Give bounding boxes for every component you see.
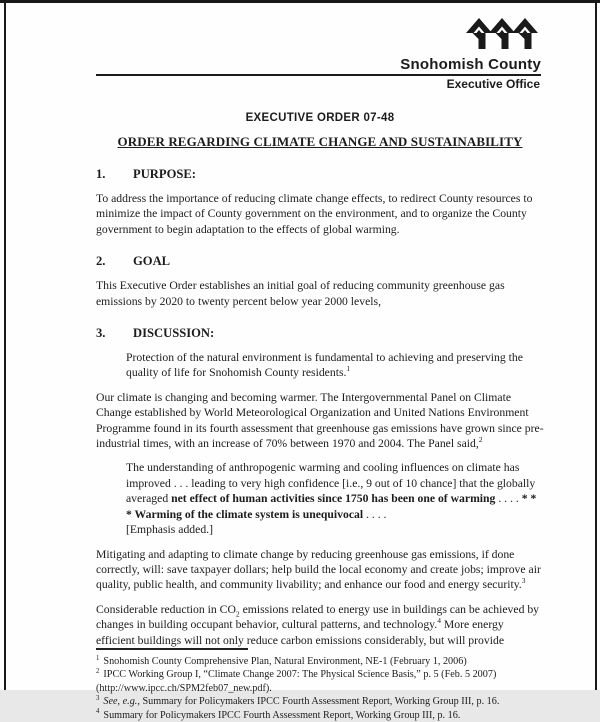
paragraph-text: Protection of the natural environment is fundamental to achieving and preserving the quality of life for Snohomish County residents. <box>126 351 523 380</box>
paragraph-text: Considerable reduction in CO <box>96 602 236 616</box>
paragraph-text: Mitigating and adapting to climate change by reducing greenhouse gas emissions, if done correctly, will: save taxpayer dollars; help build the local economy and create jobs; improve air quality, public health, and community livability; and enhance our food and energy security. <box>96 547 541 592</box>
paragraph-text: More energy efficient buildings will not only reduce carbon emissions considerably, but will provide <box>96 618 505 647</box>
co2-subscript: 2 <box>235 609 240 619</box>
county-name: Snohomish County <box>400 56 541 73</box>
goal-paragraph: This Executive Order establishes an initial goal of reducing community greenhouse gas emissions by 2020 to twenty percent below year 2000 levels, <box>96 279 505 308</box>
quote-bold-text: net effect of human activities since 1750 has been one of warming <box>171 492 496 506</box>
footnote-ref-1: 1 <box>346 364 351 374</box>
quote-bold-text: * * * Warming of the climate system is unequivocal <box>126 492 537 521</box>
section-heading-discussion <box>96 326 544 341</box>
footnote-text: Summary for Policymakers IPCC Fourth Assessment Report, Working Group III, p. 16. <box>103 709 461 721</box>
footnote-url-text: (http://www.ipcc.ch/SPM2feb07_new.pdf). <box>96 682 272 694</box>
document-body <box>96 91 544 648</box>
quote-text: The understanding of anthropogenic warming and cooling influences on climate has improved . . . leading to very high confidence [i.e., 9 out of 10 chance] that the globally averaged <box>126 461 536 506</box>
section-number: 2. <box>96 254 106 269</box>
footnote-text: Snohomish County Comprehensive Plan, Natural Environment, NE-1 (February 1, 2006) <box>103 655 467 667</box>
footnote-3 <box>96 695 544 708</box>
footnote-4 <box>96 709 544 722</box>
letterhead-rule <box>96 74 541 76</box>
section-number: 3. <box>96 326 106 341</box>
scan-border-right <box>595 0 597 690</box>
footnote-marker: 2 <box>96 667 100 675</box>
paragraph-text: emissions related to energy use in buildings can be achieved by changes in building occupant behavior, cultural patterns, and technology. <box>96 602 540 632</box>
footnote-text: IPCC Working Group I, “Climate Change 2007: The Physical Science Basis,” p. 5 (Feb. 5 2007) <box>103 669 497 681</box>
section-heading-purpose <box>96 167 544 182</box>
footnote-ref-4: 4 <box>437 616 441 626</box>
footnotes-section <box>96 648 544 722</box>
footnote-ref-2: 2 <box>478 435 483 445</box>
climate-paragraph <box>96 390 544 452</box>
section-label: DISCUSSION: <box>133 326 215 341</box>
section-number: 1. <box>96 167 106 181</box>
scan-border-left <box>4 0 6 690</box>
quote-text: . . . . <box>495 492 522 506</box>
quote-text: . . . . <box>363 507 387 521</box>
section-label: PURPOSE: <box>133 167 196 181</box>
section-label: GOAL <box>133 254 171 269</box>
footnote-separator <box>96 648 248 650</box>
footnote-2 <box>96 668 544 695</box>
footnote-marker: 1 <box>96 654 100 662</box>
triple-peaks-icon <box>466 14 538 55</box>
doc-title: EXECUTIVE ORDER 07-48 <box>245 112 395 124</box>
paragraph-text: Our climate is changing and becoming warmer. The Intergovernmental Panel on Climate Change established by World Meteorological Organization and United Nations Environment Programme found in its fourth assessment that greenhouse gas emissions have grown since pre-industrial times, with an increase of 70% between 1970 and 2004. The Panel said, <box>96 390 544 451</box>
footnote-1 <box>96 655 544 668</box>
ipcc-quote-block <box>96 460 544 537</box>
footnote-italic-text: See, e.g., <box>103 696 140 708</box>
footnote-marker: 3 <box>96 694 100 702</box>
footnote-marker: 4 <box>96 708 100 716</box>
co2-paragraph <box>96 602 544 648</box>
mitigating-paragraph <box>96 547 544 593</box>
footnote-text: Summary for Policymakers IPCC Fourth Assessment Report, Working Group III, p. 16. <box>139 696 500 708</box>
section-heading-goal <box>96 254 544 269</box>
footnote-ref-3: 3 <box>521 576 526 586</box>
protection-paragraph <box>96 350 544 381</box>
letterhead <box>0 3 600 91</box>
office-name: Executive Office <box>446 77 540 91</box>
purpose-paragraph: To address the importance of reducing climate change effects, to redirect County resources to minimize the impact of County government on the environment, and to organize the County government to begin adaptation to the effects of global warming. <box>96 192 533 236</box>
doc-subtitle: ORDER REGARDING CLIMATE CHANGE AND SUSTAINABILITY <box>117 134 523 149</box>
emphasis-note: [Emphasis added.] <box>126 523 213 537</box>
